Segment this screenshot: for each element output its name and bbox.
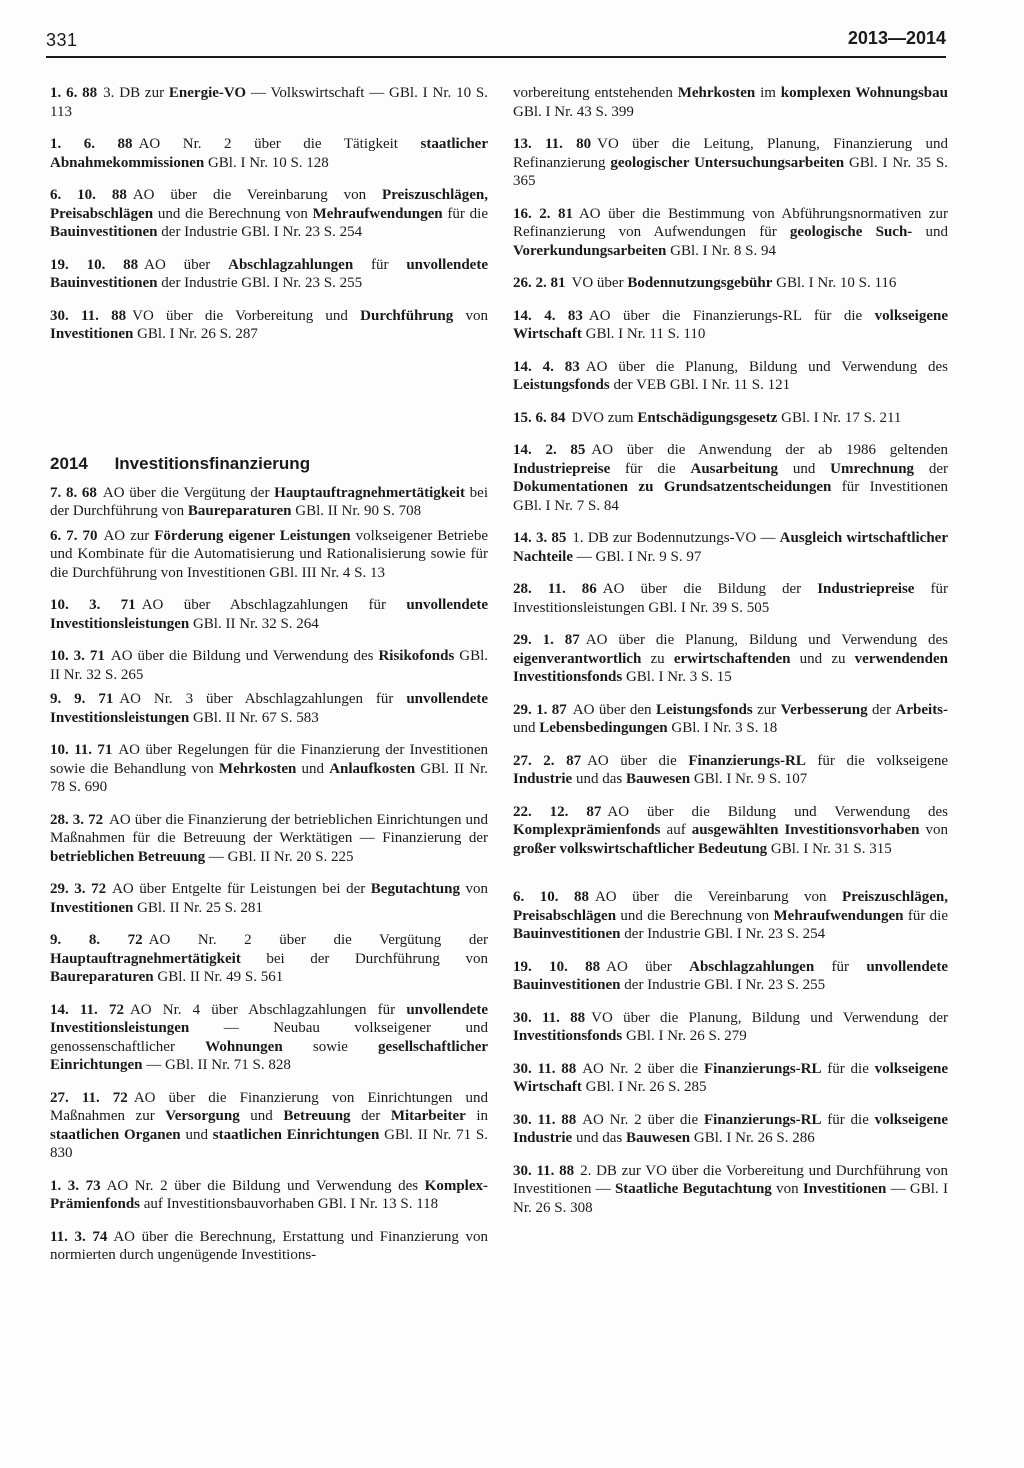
entry [50,880,488,917]
entry [50,690,488,727]
entry-text: AO über die Bildung der Industriepreise für Investitionsleistungen GBl. I Nr. 39 S. 505 [513,581,948,616]
entry-date: 11. 3. 74 [50,1228,108,1245]
entry [50,647,488,684]
left-top-entries [50,84,488,344]
entry-text: AO über die Finanzierung der betrieblichen Einrichtungen und Maßnahmen für die Betreuung der Werktätigen — Finanzierung der betrieblichen Betreuung — GBl. II Nr. 20 S. 225 [50,811,488,865]
entry [513,1111,948,1148]
entry-text: AO Nr. 3 über Abschlagzahlungen für unvollendete Investitionsleistungen GBl. II Nr. 67 S. 583 [50,691,489,726]
entry [513,529,948,566]
entry-text: AO Nr. 2 über die Bildung und Verwendung des Komplex-Prämienfonds auf Investitionsbauvorhaben GBl. I Nr. 13 S. 118 [50,1177,488,1212]
entry-text: AO über die Finanzierung von Einrichtungen und Maßnahmen zur Versorgung und Betreuung der Mitarbeiter in staatlichen Organen und staatlichen Einrichtungen GBl. II Nr. 71 S. 830 [50,1089,489,1161]
entry-date: 30. 11. 88 [513,1162,575,1179]
entry-date: 6. 7. 70 [50,527,98,544]
section-range: 2013—2014 [847,28,946,48]
left-column [50,84,488,1279]
entry-date: 30. 11. 88 [50,307,127,324]
entry-date: 28. 11. 86 [513,581,597,597]
entry-date: 6. 10. 88 [50,187,127,203]
entry [513,888,948,944]
entry-text: AO über die Vereinbarung von Preiszuschlägen, Preisabschlägen und die Berechnung von Mehraufwendungen für die Bauinvestitionen der Industrie GBl. I Nr. 23 S. 254 [513,889,948,942]
entry-text: AO über die Planung, Bildung und Verwendung des Leistungsfonds der VEB GBl. I Nr. 11 S. 121 [513,358,949,393]
entry [513,631,948,687]
entry [50,527,488,583]
entry-date: 7. 8. 68 [50,484,97,501]
entry-date: 14. 11. 72 [50,1001,124,1018]
entry [50,256,488,293]
entry-text: AO Nr. 2 über die Finanzierungs-RL für die volkseigene Wirtschaft GBl. I Nr. 26 S. 285 [513,1060,948,1095]
right-column [513,84,948,1231]
entry [50,484,488,521]
entry-date: 28. 3. 72 [50,811,104,828]
entry [50,1228,488,1265]
entry-date: 1. 6. 88 [50,136,133,152]
entry [513,1009,948,1046]
entry-date: 6. 10. 88 [513,889,589,905]
entry-text: VO über Bodennutzungsgebühr GBl. I Nr. 10 S. 116 [571,275,897,291]
entry-date: 26. 2. 81 [513,275,566,291]
page-header [46,22,946,58]
entry-text: AO Nr. 2 über die Finanzierungs-RL für die volkseigene Industrie und das Bauwesen GBl. I Nr. 26 S. 286 [513,1111,948,1146]
entry-text: AO über die Anwendung der ab 1986 geltenden Industriepreise für die Ausarbeitung und Umrechnung der Dokumentationen zu Grundsatzentscheidungen für Investitionen GBl. I Nr. 7 S. 84 [513,442,949,514]
entry [50,596,488,633]
entry-date: 29. 3. 72 [50,881,107,897]
entry-text: AO über die Planung, Bildung und Verwendung des eigenverantwortlich zu erwirtschaftenden und zu verwendenden Investitionsfonds GBl. I Nr. 3 S. 15 [513,632,949,685]
entry-date: 9. 9. 71 [50,691,114,707]
entry-text: AO über die Bestimmung von Abführungsnormativen zur Refinanzierung von Aufwendungen für geologische Such- und Vorerkundungsarbeiten GBl. I Nr. 8 S. 94 [513,205,948,259]
entry [50,1177,488,1214]
section-number: 2014 [50,453,88,473]
entry-text: VO über die Planung, Bildung und Verwendung der Investitionsfonds GBl. I Nr. 26 S. 279 [513,1009,948,1044]
entry-text: 1. DB zur Bodennutzungs-VO — Ausgleich wirtschaftlicher Nachteile — GBl. I Nr. 9 S. 97 [513,530,948,565]
entry-text: AO über die Bildung und Verwendung des Risikofonds GBl. II Nr. 32 S. 265 [50,648,489,683]
entry [513,803,948,859]
entry [513,84,948,121]
entry-date: 10. 3. 71 [50,648,105,664]
entry [50,1089,488,1163]
entry-text: AO über die Bildung und Verwendung des Komplexprämienfonds auf ausgewählten Investitionsvorhaben von großer volkswirtschaftlicher Bedeutung GBl. I Nr. 31 S. 315 [513,803,948,857]
entry-date: 15. 6. 84 [513,409,566,426]
entry [513,1162,948,1218]
entry-text: AO über die Vergütung der Hauptauftragnehmertätigkeit bei der Durchführung von Baureparaturen GBl. II Nr. 90 S. 708 [50,484,488,519]
page-number: 331 [46,30,78,50]
entry-date: 10. 11. 71 [50,742,113,758]
entry-text: AO über Entgelte für Leistungen bei der Begutachtung von Investitionen GBl. II Nr. 25 S. 281 [50,881,489,916]
entry-date: 1. 3. 73 [50,1177,101,1194]
entry [50,1001,488,1075]
entry-text: AO über Regelungen für die Finanzierung der Investitionen sowie die Behandlung von Mehrkosten und Anlaufkosten GBl. II Nr. 78 S. 690 [50,742,489,795]
entry-date: 14. 4. 83 [513,358,580,375]
entry [513,580,948,617]
right-entries [513,84,948,1217]
entry-date: 14. 3. 85 [513,530,567,546]
entry-text: AO über die Finanzierungs-RL für die volkseigene Wirtschaft GBl. I Nr. 11 S. 110 [513,307,948,342]
entry-text: AO über den Leistungsfonds zur Verbesserung der Arbeits- und Lebensbedingungen GBl. I Nr. 3 S. 18 [513,701,949,736]
section-entries [50,484,488,1265]
entry-date: 14. 4. 83 [513,307,583,324]
entry [50,186,488,242]
entry [50,135,488,172]
entry-text: AO über Abschlagzahlungen für unvollendete Bauinvestitionen der Industrie GBl. I Nr. 23 S. 255 [513,958,948,993]
entry-text: AO Nr. 2 über die Vergütung der Hauptauftragnehmertätigkeit bei der Durchführung von Baureparaturen GBl. II Nr. 49 S. 561 [50,932,488,985]
entry-text: VO über die Leitung, Planung, Finanzierung und Refinanzierung geologischer Untersuchungsarbeiten GBl. I Nr. 35 S. 365 [513,136,948,189]
entry-date: 16. 2. 81 [513,205,573,222]
entry-text: AO Nr. 4 über Abschlagzahlungen für unvollendete Investitionsleistungen — Neubau volkseigener und genossenschaftlicher Wohnungen sowie gesellschaftlicher Einrichtungen — GBl. II Nr. 71 S. 828 [50,1001,489,1073]
entry-date: 9. 8. 72 [50,932,143,948]
entry-date: 29. 1. 87 [513,632,580,648]
entry [513,701,948,738]
entry-text: AO zur Förderung eigener Leistungen volkseigener Betriebe und Kombinate für die Automatisierung und Rationalisierung sowie für die Durchführung von Investitionen GBl. III Nr. 4 S. 13 [50,527,488,581]
entry-date: 29. 1. 87 [513,701,567,718]
entry [513,205,948,261]
entry-date: 22. 12. 87 [513,803,602,820]
entry-text: AO über die Finanzierungs-RL für die volkseigene Industrie und das Bauwesen GBl. I Nr. 9 S. 107 [513,752,948,787]
entry-date: 14. 2. 85 [513,442,586,458]
entry [513,752,948,789]
entry [513,1060,948,1097]
entry-text: vorbereitung entstehenden Mehrkosten im komplexen Wohnungsbau GBl. I Nr. 43 S. 399 [513,85,948,120]
entry-date: 27. 2. 87 [513,752,582,769]
entry-text: AO über Abschlagzahlungen für unvollendete Investitionsleistungen GBl. II Nr. 32 S. 264 [50,597,489,632]
entry-text: 2. DB zur VO über die Vorbereitung und Durchführung von Investitionen — Staatliche Begutachtung von Investitionen — GBl. I Nr. 26 S. 308 [513,1162,948,1216]
section-title: Investitionsfinanzierung [114,453,311,473]
entry [50,307,488,344]
entry-text: AO Nr. 2 über die Tätigkeit staatlicher Abnahmekommissionen GBl. I Nr. 10 S. 128 [50,136,488,171]
entry-date: 30. 11. 88 [513,1111,577,1128]
entry [513,409,948,428]
entry [50,741,488,797]
entry-date: 19. 10. 88 [513,958,601,975]
entry-text: VO über die Vorbereitung und Durchführung von Investitionen GBl. I Nr. 26 S. 287 [50,307,488,342]
entry [513,307,948,344]
entry-date: 13. 11. 80 [513,136,592,152]
entry [513,358,948,395]
entry-date: 30. 11. 88 [513,1009,586,1026]
section-heading [50,454,488,474]
entry-text: 3. DB zur Energie-VO — Volkswirtschaft — GBl. I Nr. 10 S. 113 [50,85,488,120]
entry-date: 27. 11. 72 [50,1089,128,1106]
entry [50,84,488,121]
entry-text: AO über Abschlagzahlungen für unvollendete Bauinvestitionen der Industrie GBl. I Nr. 23 S. 255 [50,256,488,291]
entry-text: DVO zum Entschädigungsgesetz GBl. I Nr. 17 S. 211 [571,409,902,426]
entry-date: 1. 6. 88 [50,85,98,101]
entry-date: 10. 3. 71 [50,597,136,613]
entry [513,135,948,191]
entry-text: AO über die Berechnung, Erstattung und Finanzierung von normierten durch ungenügende Investitions- [50,1228,488,1263]
entry [50,811,488,867]
entry [513,274,948,293]
entry [513,441,948,515]
entry-text: AO über die Vereinbarung von Preiszuschlägen, Preisabschlägen und die Berechnung von Mehraufwendungen für die Bauinvestitionen der Industrie GBl. I Nr. 23 S. 254 [50,187,488,240]
entry [513,958,948,995]
entry [50,931,488,987]
entry-date: 30. 11. 88 [513,1060,577,1077]
entry-date: 19. 10. 88 [50,256,139,273]
